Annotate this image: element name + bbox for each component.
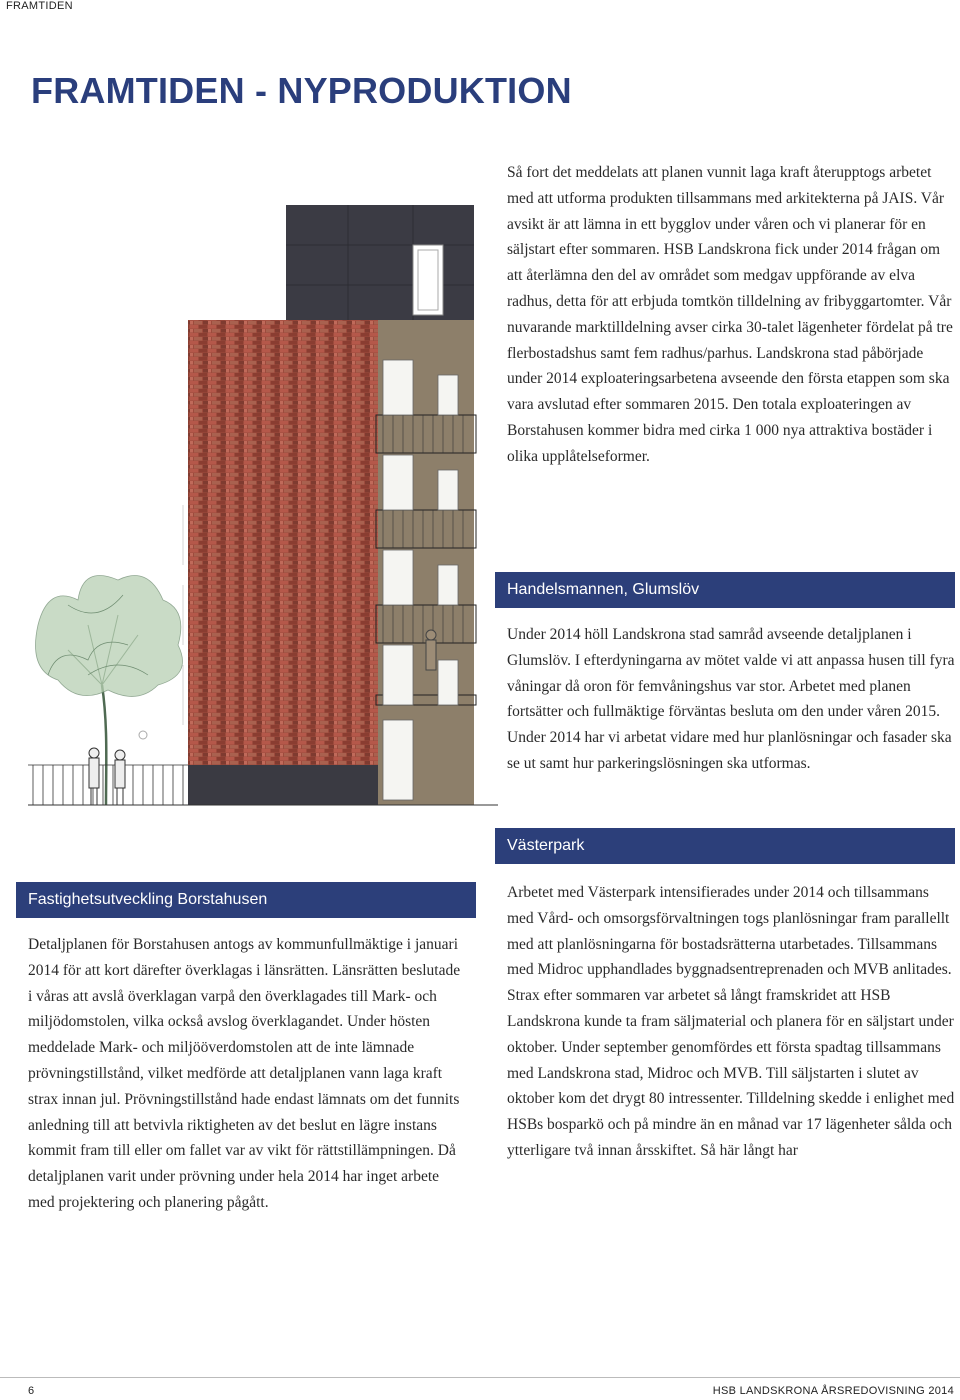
brick-facade — [188, 320, 378, 765]
section-heading-vasterpark: Västerpark — [495, 828, 955, 864]
vasterpark-text: Arbetet med Västerpark intensifierades under 2014 och tillsammans med Vård- och omsorgsförvaltningen togs planlösningar fram parallellt med att planlösningarna för bostadsrätterna utarbetades. Tillsammans med Midroc upphandlades byggnadsentreprenaden och MVB anlitades. Strax efter sommaren var arbetet så långt framskridet att HSB Landskrona kunde ta fram säljmaterial och planera för en säljstart under oktober. Under september genomfördes ett första spadtag tillsammans med Landskrona stad, Midroc och MVB. Till säljstarten i slutet av oktober kom det drygt 80 intressenter. Tilldelning skedde i enlighet med HSBs bosparkö och på mindre än en månad var 17 lägenheter sålda och ytterligare två innan årsskiftet. Så här långt har — [507, 884, 955, 1159]
roof-volume — [286, 205, 474, 320]
running-header: FRAMTIDEN — [6, 0, 73, 12]
publication-title: HSB LANDSKRONA ÅRSREDOVISNING 2014 — [712, 1385, 954, 1397]
borstahusen-text: Detaljplanen för Borstahusen antogs av kommunfullmäktige i januari 2014 för att kort därefter överklagas i länsrätten. Länsrätten beslutade i våras att avslå överklagan varpå den överklagades till Mark- och miljödomstolen, vilka också avslog överklagandet. Under hösten meddelade Mark- och miljööverdomstolen att de inte lämnade prövningstillstånd, vilket medförde att detaljplanen vann laga kraft strax innan jul. Prövningstillstånd hade endast lämnats om det funnits anledning till att betvivla riktigheten av det beslut en lägre instans kommit fram till eller om fallet var av vikt för rättstillämpningen. Då detaljplanen varit under prövning under hela 2014 har inget arbete med projektering och planering pågått. — [28, 936, 461, 1211]
handelsmannen-text: Under 2014 höll Landskrona stad samråd avseende detaljplanen i Glumslöv. I efterdyningarna av mötet valde vi att anpassa husen till fyra våningar då oron för femvåningshus var stor. Arbetet med planen fortsätter och fullmäktige förväntas besluta om den under våren 2015. Under 2014 har vi arbetat vidare med hur planlösningar och fasader ska se ut samt hur parkeringslösningen ska utformas. — [507, 626, 955, 772]
page-number: 6 — [28, 1385, 35, 1397]
section-heading-handelsmannen: Handelsmannen, Glumslöv — [495, 572, 955, 608]
intro-text: Så fort det meddelats att planen vunnit laga kraft återupptogs arbetet med att utforma produkten tillsammans med arkitekterna på JAIS. Vår avsikt är att lämna in ett bygglov under våren och vi planerar för en säljstart efter sommaren. HSB Landskrona fick under 2014 frågan om att återlämna den del av området som medgav uppförande av elva radhus, detta för att erbjuda tomtkön tilldelning av fribyggartomter. Vår nuvarande marktilldelning avser cirka 30-talet lägenheter fördelat på tre flerbostadshus samt fem radhus/parhus. Landskrona stad påbörjade under 2014 exploateringsarbetena avseende den första etappen som ska vara avslutad efter sommaren 2015. Den totala exploateringen av Borstahusen kommer bidra med cirka 1 000 nya attraktiva bostäder i olika upplåtelseformer. — [507, 164, 953, 465]
footer-divider — [0, 1377, 960, 1378]
section-heading-borstahusen: Fastighetsutveckling Borstahusen — [16, 882, 476, 918]
page-title: FRAMTIDEN - NYPRODUKTION — [31, 70, 572, 111]
building-elevation-illustration — [28, 205, 498, 825]
